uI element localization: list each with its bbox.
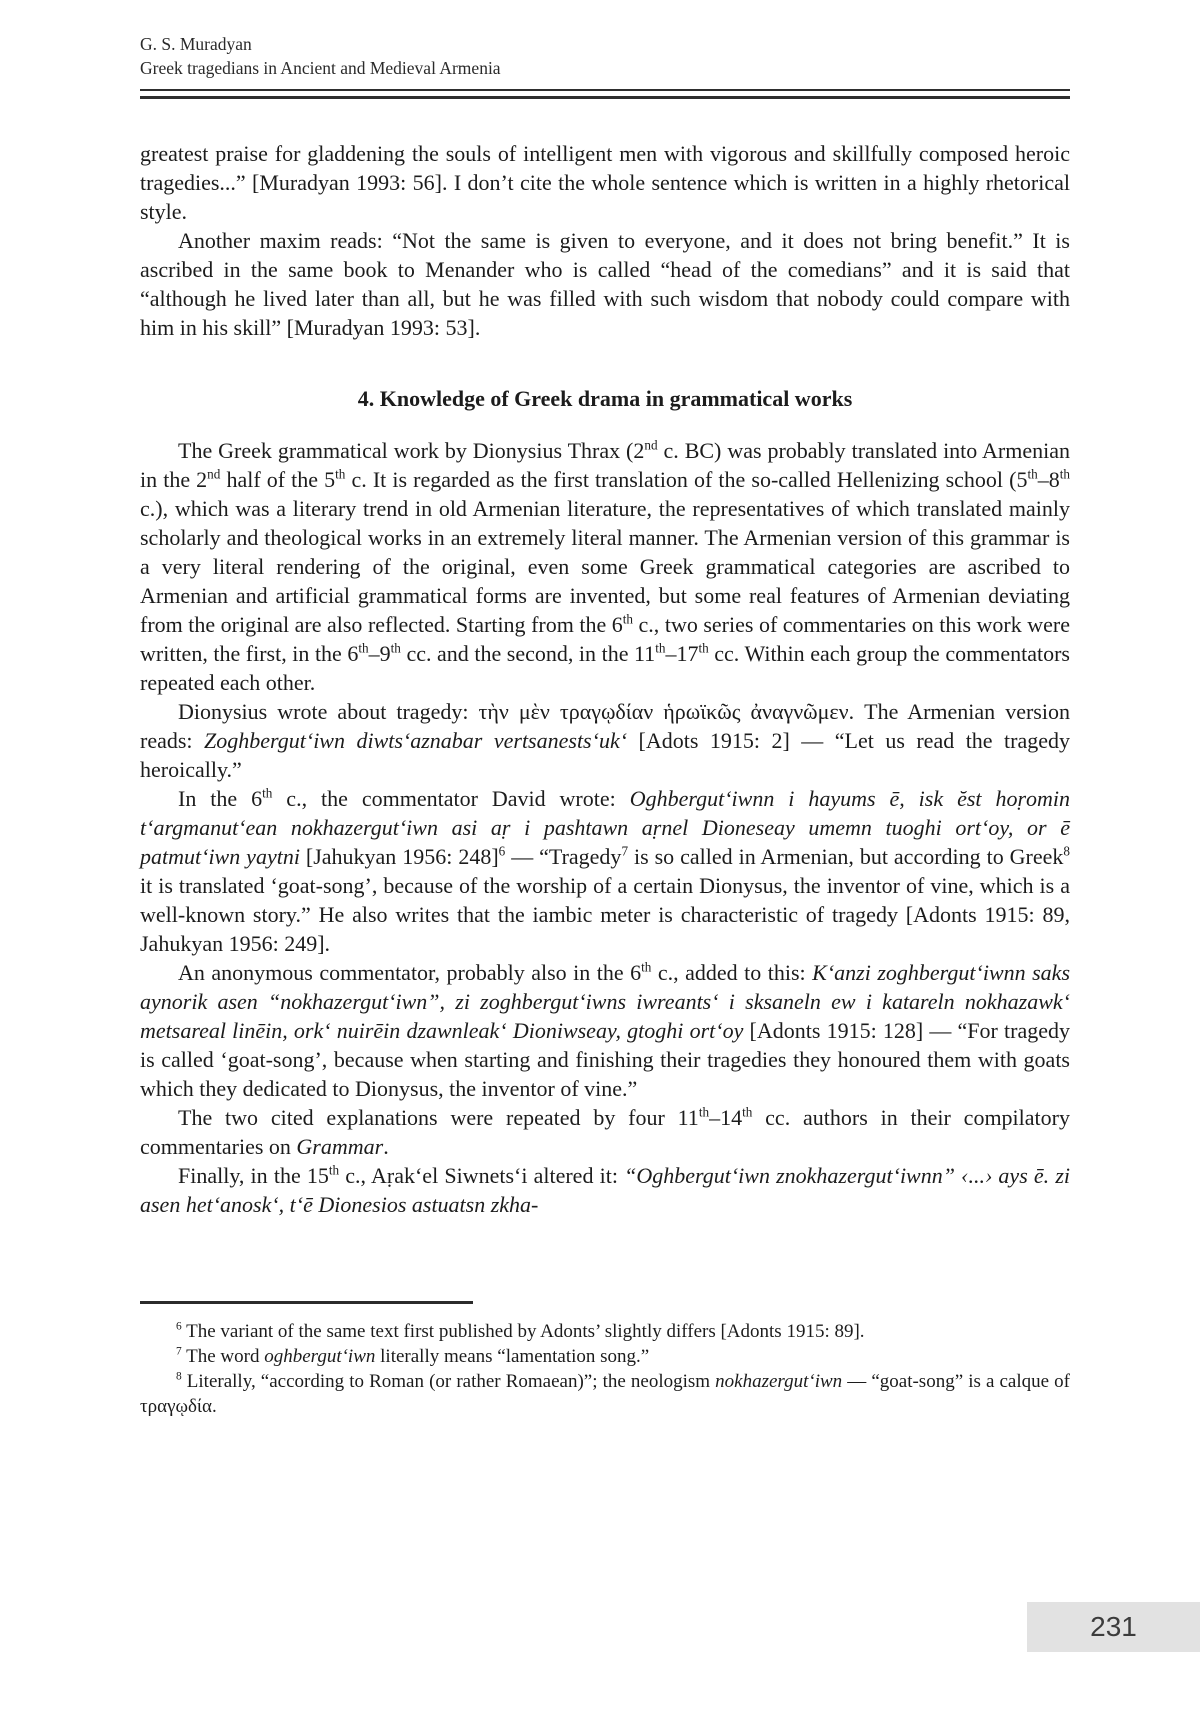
text-run: “Oghbergutʻiwn znokhazergutʻiwnn” ‹...› ays ē. zi asen hetʻanoskʻ, tʻē Dionesios astuatsn zkha- — [140, 1163, 1070, 1217]
text-run: Dionysius wrote about tragedy: τὴν μὲν τραγῳδίαν ἡρωϊκῶς ἀναγνῶμεν. The Armenian version reads: — [140, 699, 1070, 753]
superscript-text: 7 — [621, 843, 629, 859]
superscript-text: th — [698, 640, 709, 656]
text-run: c., the commentator David wrote: — [272, 786, 630, 811]
text-run: cc. and the second, in the 11 — [400, 641, 656, 666]
text-run: is so called in Armenian, but according to Greek — [628, 844, 1064, 869]
text-run: half of the 5 — [220, 467, 336, 492]
text-run: . — [383, 1134, 389, 1159]
text-run: nokhazergutʻiwn — [715, 1371, 843, 1392]
text-run: [Adonts 1915: 128] — “For tragedy is called ‘goat-song’, because when starting and finishing their tragedies they honoured them with goats which they dedicated to Dionysus, the inventor of vine.” — [140, 1018, 1071, 1101]
superscript-text: th — [358, 640, 369, 656]
superscript-text: th — [742, 1104, 753, 1120]
superscript-text: th — [390, 640, 401, 656]
superscript-text: th — [622, 611, 634, 627]
text-run: Kʻanzi zoghbergutʻiwnn saks aynorik asen “nokhazergutʻiwn”, zi zoghbergutʻiwns iwreantsʻ i sksaneln ew i katareln nokhazawkʻ metsareal linēin, orkʻ nuirēin dzawnleakʻ Dioniwseay, gtoghi ortʻoy — [140, 960, 1071, 1043]
superscript-text: 8 — [176, 1370, 182, 1383]
text-run: oghbergutʻiwn — [264, 1346, 376, 1367]
superscript-text: th — [698, 1104, 710, 1120]
footnote-divider — [140, 1301, 473, 1304]
superscript-text: nd — [644, 437, 658, 453]
text-run: it is translated ‘goat-song’, because of the worship of a certain Dionysus, the inventor of vine, which is a well-known story.” He also writes that the iambic meter is characteristic of tragedy [Adonts 1915: 89, Jahukyan 1956: 249]. — [140, 873, 1070, 956]
content-column — [140, 32, 1070, 1419]
superscript-text: th — [262, 785, 273, 801]
text-run: Another maxim reads: “Not the same is given to everyone, and it does not bring benefit.” It is ascribed in the same book to Menander who is called “head of the comedians” and it is said that “although he lived later than all, but he was filled with such wisdom that nobody could compare with him in his skill” [Muradyan 1993: 53]. — [140, 228, 1070, 340]
superscript-text: th — [655, 640, 666, 656]
paragraph — [140, 697, 1070, 784]
text-run: [Adots 1915: 2] — “Let us read the tragedy heroically.” — [140, 728, 1071, 782]
header-divider — [140, 89, 1070, 99]
superscript-text: nd — [207, 466, 221, 482]
superscript-text: 8 — [1063, 843, 1070, 859]
superscript-text: 6 — [498, 843, 506, 859]
paragraph — [140, 1161, 1070, 1219]
text-run: c., added to this: — [651, 960, 813, 985]
text-run: greatest praise for gladdening the souls of intelligent men with vigorous and skillfully composed heroic tragedies...” [Muradyan 1993: 56]. I don’t cite the whole sentence which is written in a highly rhetorical style. — [140, 141, 1070, 224]
text-run: Oghbergutʻiwnn i hayums ē, isk ĕst hoṛomin tʻargmanutʻean nokhazergutʻiwn asi aṛ i pashtawn aṛnel Dioneseay umemn tuoghi ortʻoy, or ē patmutʻiwn yaytni — [140, 786, 1071, 869]
text-run: In the 6 — [178, 786, 263, 811]
text-run: An anonymous commentator, probably also in the 6 — [178, 960, 642, 985]
footnote — [140, 1344, 1070, 1369]
running-head — [140, 32, 1070, 80]
superscript-text: th — [335, 466, 346, 482]
text-run: 4. Knowledge of Greek drama in grammatical works — [357, 386, 853, 411]
text-run: The Greek grammatical work by Dionysius Thrax (2 — [178, 438, 645, 463]
text-run: c. BC) was probably translated into Armenian in the 2 — [140, 438, 1070, 492]
text-run: — “Tragedy — [505, 844, 622, 869]
article-body — [140, 139, 1070, 1219]
superscript-text: th — [641, 959, 652, 975]
section-heading — [140, 384, 1070, 413]
text-run: literally means “lamentation song.” — [375, 1346, 650, 1367]
page-number: 231 — [1090, 1611, 1137, 1642]
text-run: –17 — [665, 641, 699, 666]
text-run: Literally, “according to Roman (or rather Romaean)”; the neologism — [181, 1371, 716, 1392]
text-run: c., Aṛakʻel Siwnetsʻi altered it: — [339, 1163, 625, 1188]
page-number-badge — [1027, 1602, 1200, 1652]
text-run: –8 — [1037, 467, 1060, 492]
paragraph — [140, 958, 1070, 1103]
text-run: c., two series of commentaries on this work were written, the first, in the 6 — [140, 612, 1071, 666]
footnote-block — [140, 1301, 1070, 1419]
superscript-text: th — [328, 1162, 340, 1178]
superscript-text: 7 — [176, 1345, 182, 1358]
text-run: c.), which was a literary trend in old Armenian literature, the representatives of which translated mainly scholarly and theological works in an extremely literal manner. The Armenian version of this grammar is a very literal rendering of the original, even some Greek grammatical categories are ascribed to Armenian and artificial grammatical forms are invented, but some real features of Armenian deviating from the original are also reflected. Starting from the 6 — [140, 496, 1070, 637]
running-head-title: Greek tragedians in Ancient and Medieval Armenia — [140, 58, 501, 78]
text-run: –9 — [368, 641, 391, 666]
footnotes-list — [140, 1319, 1070, 1419]
text-run: Finally, in the 15 — [178, 1163, 329, 1188]
text-run: [Jahukyan 1956: 248] — [299, 844, 499, 869]
text-run: cc. Within each group the commentators repeated each other. — [140, 641, 1070, 695]
text-run: — “goat-song” is a calque of τραγῳδία. — [140, 1371, 1070, 1417]
text-run: Zoghbergutʻiwn diwtsʻaznabar vertsanestsʻukʻ — [204, 728, 628, 753]
superscript-text: th — [1027, 466, 1038, 482]
paragraph — [140, 784, 1070, 958]
text-run: The word — [181, 1346, 265, 1367]
paragraph — [140, 226, 1070, 342]
paragraph — [140, 139, 1070, 226]
text-run: The two cited explanations were repeated by four 11 — [178, 1105, 699, 1130]
text-run: c. It is regarded as the first translation of the so-called Hellenizing school (5 — [345, 467, 1028, 492]
paragraph — [140, 436, 1070, 697]
text-run: The variant of the same text first published by Adonts’ slightly differs [Adonts 1915: 89]. — [181, 1321, 865, 1342]
footnote — [140, 1369, 1070, 1419]
text-run: –14 — [709, 1105, 743, 1130]
running-head-author: G. S. Muradyan — [140, 34, 252, 54]
superscript-text: 6 — [176, 1320, 182, 1333]
footnote — [140, 1319, 1070, 1344]
superscript-text: th — [1059, 466, 1070, 482]
paragraph — [140, 1103, 1070, 1161]
text-run: cc. authors in their compilatory commentaries on — [140, 1105, 1070, 1159]
text-run: Grammar — [296, 1134, 384, 1159]
